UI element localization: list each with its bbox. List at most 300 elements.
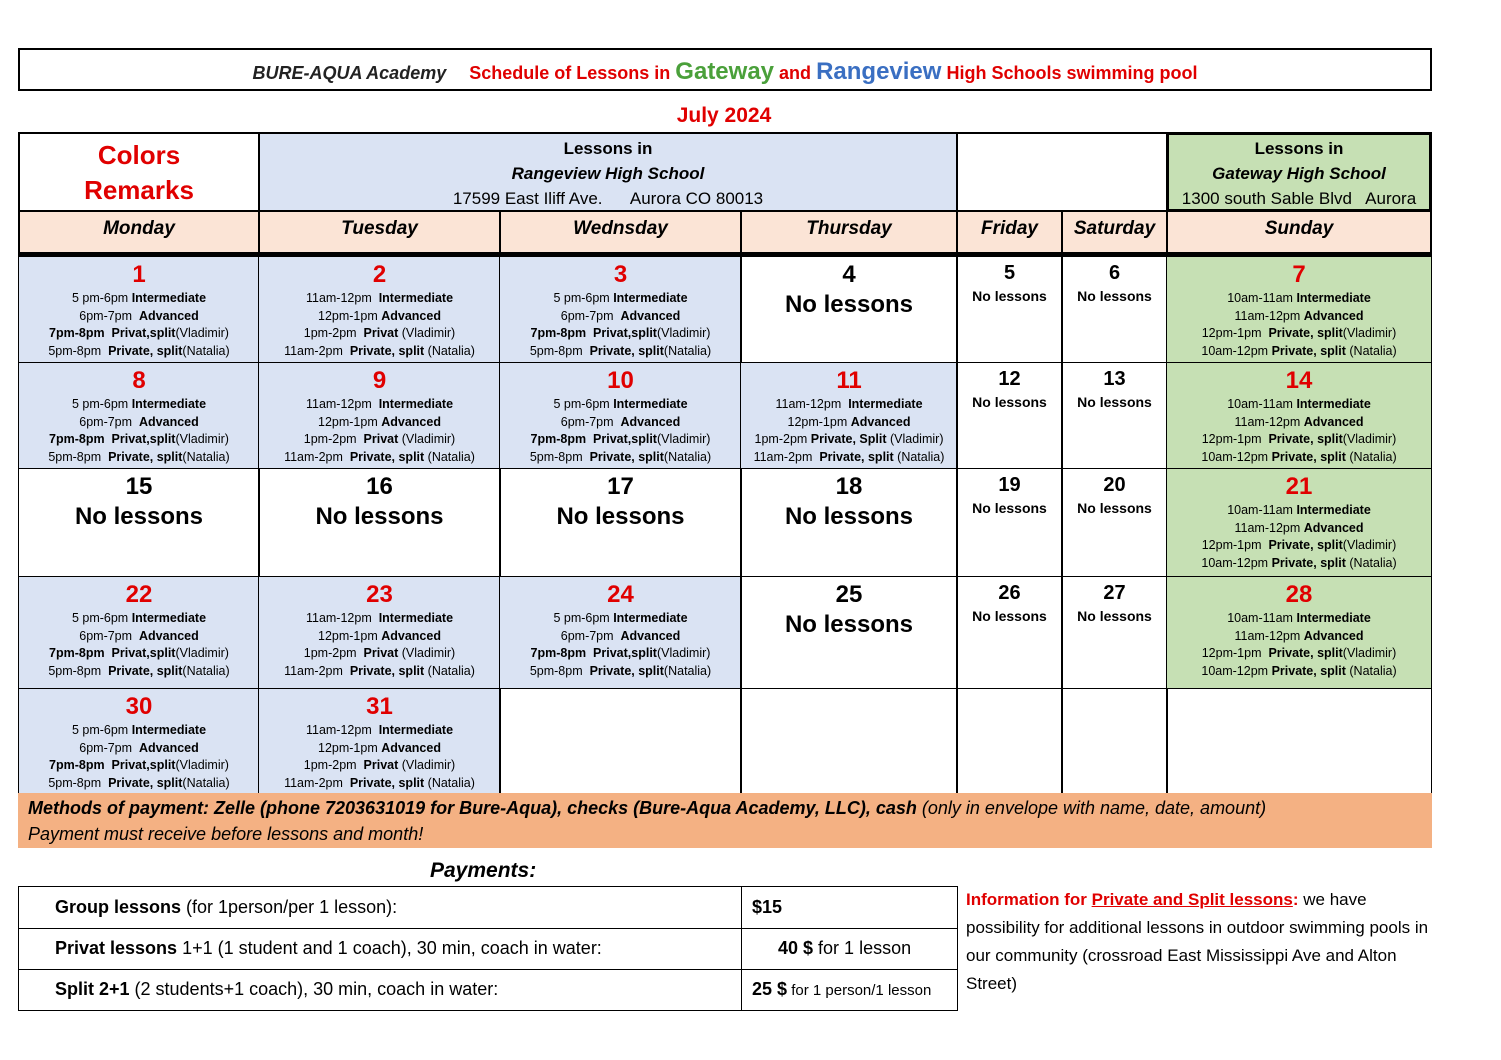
lesson-level: Intermediate (378, 723, 454, 737)
calendar-day-cell (956, 362, 1063, 469)
lesson-time: 12pm-1pm (1201, 432, 1269, 446)
lesson-line (259, 396, 500, 414)
lesson-coach: (Natalia) (424, 775, 475, 790)
lesson-line (1167, 325, 1431, 343)
lesson-line (259, 610, 500, 628)
lesson-time: 12pm-1pm (787, 414, 851, 429)
lesson-level: Private, split (1271, 555, 1346, 570)
lesson-line (500, 610, 741, 628)
lesson-time: 10am-12pm (1201, 449, 1272, 464)
lesson-level: Private, split (1268, 432, 1343, 446)
day-number: 26 (998, 582, 1021, 604)
lesson-level: Intermediate (131, 723, 207, 737)
lesson-line (19, 722, 259, 740)
day-number: 23 (366, 581, 393, 608)
lesson-time: 7pm-8pm (530, 646, 594, 660)
lesson-coach: (Natalia) (424, 663, 475, 678)
lesson-line (259, 663, 500, 681)
calendar-day-cell (740, 576, 958, 689)
lesson-line (741, 414, 957, 432)
lesson-time: 10am-12pm (1201, 663, 1272, 678)
rangeview-header (258, 132, 958, 212)
lesson-time: 11am-12pm (305, 291, 379, 305)
payment-desc: (2 students+1 coach), 30 min, coach in water: (129, 979, 499, 999)
lesson-coach: (Vladimir) (398, 646, 456, 660)
lesson-coach: (Vladimir) (1342, 432, 1397, 446)
lesson-level: Private, split (1271, 449, 1346, 464)
lesson-line (259, 325, 500, 343)
day-number: 10 (607, 367, 634, 394)
lesson-level: Private, split (108, 775, 183, 790)
empty-header (956, 132, 1168, 212)
lesson-line (1167, 414, 1431, 432)
lesson-time: 6pm-7pm (560, 308, 621, 323)
day-number: 8 (132, 367, 146, 394)
calendar-day-cell (1061, 362, 1168, 469)
lesson-level: Private, split (589, 663, 664, 678)
lesson-time: 1pm-2pm (303, 326, 364, 340)
lesson-time: 7pm-8pm (49, 646, 112, 660)
day-number: 20 (1103, 474, 1126, 496)
lesson-line (19, 343, 259, 361)
lesson-line (19, 663, 259, 681)
lesson-level: Privat,split (593, 646, 657, 660)
lesson-level: Advanced (381, 414, 441, 429)
lesson-line (19, 449, 259, 467)
lesson-level: Advanced (1303, 520, 1364, 535)
lesson-level: Privat (363, 758, 399, 772)
lesson-time: 11am-12pm (1234, 308, 1304, 323)
lesson-time: 12pm-1pm (318, 414, 382, 429)
day-sunday: Sunday (1166, 210, 1432, 256)
lesson-coach: (Vladimir) (1342, 538, 1397, 552)
lesson-line (259, 414, 500, 432)
lesson-level: Private, split (1268, 326, 1343, 340)
lesson-line (1167, 628, 1431, 646)
day-number: 6 (1108, 262, 1121, 284)
lesson-line (500, 431, 741, 449)
no-lessons-label: No lessons (1077, 608, 1152, 624)
calendar-day-cell (1166, 468, 1432, 577)
lesson-time: 12pm-1pm (1201, 538, 1269, 552)
day-number: 11 (836, 367, 862, 394)
lesson-time: 11am-2pm (284, 775, 350, 790)
payment-desc: (for 1person/per 1 lesson): (181, 897, 398, 917)
payment-row-privat (19, 928, 957, 970)
lesson-level: Intermediate (613, 291, 688, 305)
lesson-level: Intermediate (378, 291, 454, 305)
lesson-line (500, 343, 741, 361)
lesson-level: Intermediate (378, 611, 454, 625)
calendar-day-cell (1061, 256, 1168, 363)
lesson-level: Privat,split (111, 432, 176, 446)
day-number: 25 (835, 581, 863, 608)
lesson-line (259, 449, 500, 467)
lesson-line (1167, 537, 1431, 555)
day-number: 21 (1285, 473, 1313, 500)
lesson-coach: (Vladimir) (398, 758, 456, 772)
lesson-time: 5pm-8pm (529, 663, 590, 678)
lesson-line (259, 628, 500, 646)
day-number: 5 (1003, 262, 1016, 284)
lesson-time: 5 pm-6pm (553, 397, 614, 411)
lesson-time: 7pm-8pm (49, 326, 112, 340)
lesson-level: Private, split (1271, 663, 1346, 678)
lesson-time: 11am-12pm (1234, 414, 1304, 429)
lesson-level: Intermediate (131, 291, 207, 305)
lesson-coach: (Vladimir) (656, 432, 711, 446)
calendar-day-cell (956, 688, 1063, 794)
lesson-level: Private, split (108, 343, 183, 358)
lesson-line (500, 449, 741, 467)
day-number: 27 (1103, 582, 1126, 604)
lesson-time: 11am-2pm (284, 343, 350, 358)
lesson-coach: (Vladimir) (175, 432, 229, 446)
payment-type: Privat lessons (55, 938, 178, 958)
payments-title: Payments: (430, 859, 537, 882)
lesson-line (1167, 520, 1431, 538)
info-label-underlined: Private and Split lessons (1091, 890, 1293, 909)
lesson-level: Advanced (1303, 628, 1364, 643)
no-lessons-label: No lessons (315, 503, 444, 530)
lesson-line (500, 308, 741, 326)
rangeview-address: 17599 East Iliff Ave. Aurora CO 80013 (452, 189, 764, 208)
lesson-time: 6pm-7pm (560, 628, 621, 643)
calendar-day-cell (740, 256, 958, 363)
month-title: July 2024 (676, 104, 772, 127)
lesson-level: Advanced (139, 628, 199, 643)
calendar-day-cell (740, 468, 958, 577)
lesson-line (500, 396, 741, 414)
remarks-line2: Remarks (84, 175, 194, 205)
lesson-time: 5 pm-6pm (71, 291, 132, 305)
lesson-time: 6pm-7pm (560, 414, 621, 429)
lesson-time: 1pm-2pm (303, 758, 364, 772)
lesson-line (19, 645, 259, 663)
lesson-line (1167, 396, 1431, 414)
day-number: 9 (372, 367, 387, 394)
lesson-line (259, 757, 500, 775)
lesson-line (259, 775, 500, 793)
info-label: Information for (966, 890, 1092, 909)
lesson-time: 12pm-1pm (1201, 326, 1269, 340)
lesson-line (259, 290, 500, 308)
rangeview-line1: Lessons in (563, 139, 653, 158)
lesson-line (19, 396, 259, 414)
lesson-line (259, 740, 500, 758)
lesson-time: 7pm-8pm (530, 432, 594, 446)
title-banner (18, 48, 1432, 91)
day-number: 15 (125, 473, 153, 500)
no-lessons-label: No lessons (1077, 500, 1152, 516)
lesson-line (500, 325, 741, 343)
no-lessons-label: No lessons (972, 288, 1047, 304)
day-number: 30 (125, 693, 153, 720)
lesson-time: 11am-12pm (1234, 520, 1304, 535)
payment-price-note: for 1 person/1 lesson (787, 982, 932, 999)
lesson-coach: (Natalia) (182, 775, 230, 790)
no-lessons-label: No lessons (1077, 288, 1152, 304)
title-gateway: Gateway (675, 58, 775, 85)
lesson-coach: (Natalia) (182, 449, 230, 464)
no-lessons-label: No lessons (1077, 394, 1152, 410)
lesson-level: Privat,split (593, 432, 657, 446)
calendar-day-cell (740, 688, 958, 794)
payment-type: Group lessons (55, 897, 182, 917)
day-number: 16 (366, 473, 393, 500)
lesson-time: 5pm-8pm (48, 343, 109, 358)
day-number: 28 (1285, 581, 1313, 608)
payment-methods (18, 793, 1432, 848)
lesson-line (1167, 343, 1431, 361)
lesson-line (1167, 555, 1431, 573)
day-number: 4 (842, 261, 856, 288)
calendar-day-cell (499, 576, 742, 689)
lesson-coach: (Natalia) (663, 343, 712, 358)
lesson-level: Intermediate (1296, 611, 1371, 625)
lesson-time: 12pm-1pm (318, 308, 382, 323)
calendar-day-cell (18, 256, 260, 363)
day-number: 19 (998, 474, 1021, 496)
lesson-level: Private, Split (810, 432, 887, 446)
lesson-level: Private, split (589, 449, 664, 464)
calendar-day-cell (18, 576, 260, 689)
lesson-coach: (Vladimir) (1342, 646, 1397, 660)
lesson-level: Private, split (349, 663, 425, 678)
lesson-coach: (Vladimir) (175, 646, 229, 660)
lesson-line (500, 628, 741, 646)
lesson-time: 10am-11am (1227, 611, 1297, 625)
lesson-line (19, 290, 259, 308)
lesson-time: 5pm-8pm (529, 343, 590, 358)
lesson-time: 6pm-7pm (79, 628, 139, 643)
lesson-line (19, 431, 259, 449)
calendar-day-cell (499, 256, 742, 363)
calendar-day-cell (258, 468, 501, 577)
lesson-coach: (Natalia) (182, 663, 230, 678)
payment-methods-note: (only in envelope with name, date, amount) (916, 798, 1267, 818)
lesson-line (1167, 290, 1431, 308)
lesson-time: 10am-12pm (1201, 343, 1272, 358)
lesson-level: Intermediate (613, 397, 688, 411)
gateway-address: 1300 south Sable Blvd Aurora (1181, 189, 1417, 208)
lesson-line (19, 775, 259, 793)
lesson-level: Private, split (589, 343, 664, 358)
lesson-time: 11am-12pm (775, 397, 849, 411)
lesson-time: 11am-12pm (305, 397, 379, 411)
lesson-level: Intermediate (131, 611, 207, 625)
lesson-line (500, 290, 741, 308)
private-split-info (966, 886, 1436, 998)
lesson-level: Advanced (381, 308, 441, 323)
calendar-day-cell (1166, 576, 1432, 689)
day-number: 17 (607, 473, 634, 500)
lesson-level: Private, split (349, 775, 425, 790)
title-and: and (779, 63, 812, 83)
no-lessons-label: No lessons (556, 503, 685, 530)
lesson-level: Intermediate (131, 397, 207, 411)
lesson-time: 5 pm-6pm (71, 611, 132, 625)
payments-table (18, 886, 958, 1011)
colors-remarks (18, 132, 260, 212)
lesson-line (259, 308, 500, 326)
lesson-time: 12pm-1pm (318, 740, 382, 755)
lesson-level: Private, split (1268, 538, 1343, 552)
lesson-level: Advanced (850, 414, 911, 429)
lesson-line (741, 396, 957, 414)
lesson-line (500, 645, 741, 663)
lesson-time: 5 pm-6pm (553, 611, 614, 625)
no-lessons-label: No lessons (972, 608, 1047, 624)
day-number: 2 (372, 261, 387, 288)
lesson-time: 10am-11am (1227, 397, 1297, 411)
rangeview-school: Rangeview High School (511, 164, 705, 183)
lesson-line (19, 740, 259, 758)
payment-price: $15 (752, 897, 783, 917)
calendar-day-cell (1061, 468, 1168, 577)
calendar-day-cell (956, 576, 1063, 689)
calendar-day-cell (18, 688, 260, 794)
lesson-level: Intermediate (613, 611, 688, 625)
lesson-time: 6pm-7pm (79, 740, 139, 755)
lesson-level: Intermediate (1296, 291, 1371, 305)
day-number: 1 (132, 261, 146, 288)
lesson-level: Intermediate (1296, 503, 1371, 517)
calendar-day-cell (1061, 576, 1168, 689)
lesson-time: 5pm-8pm (48, 449, 109, 464)
lesson-time: 11am-12pm (305, 611, 379, 625)
lesson-line (19, 610, 259, 628)
lesson-level: Advanced (620, 308, 681, 323)
lesson-line (1167, 645, 1431, 663)
day-friday: Friday (956, 210, 1063, 256)
lesson-level: Privat,split (111, 646, 176, 660)
lesson-level: Advanced (381, 628, 441, 643)
day-thursday: Thursday (740, 210, 958, 256)
calendar-day-cell (1061, 688, 1168, 794)
lesson-line (1167, 308, 1431, 326)
lesson-line (741, 431, 957, 449)
calendar-day-cell (258, 362, 501, 469)
calendar-day-cell (499, 362, 742, 469)
no-lessons-label: No lessons (784, 503, 914, 530)
lesson-level: Privat (363, 326, 399, 340)
payment-row-split (19, 969, 957, 1010)
lesson-line (259, 343, 500, 361)
lesson-level: Privat (363, 646, 399, 660)
lesson-coach: (Vladimir) (398, 432, 456, 446)
lesson-coach: (Vladimir) (656, 326, 711, 340)
day-number: 3 (613, 261, 628, 288)
lesson-line (1167, 449, 1431, 467)
calendar-day-cell (1166, 688, 1432, 794)
payment-desc: 1+1 (1 student and 1 coach), 30 min, coach in water: (177, 938, 602, 958)
lesson-time: 10am-11am (1227, 503, 1297, 517)
day-number: 31 (366, 693, 393, 720)
lesson-line (259, 645, 500, 663)
lesson-coach: (Natalia) (424, 449, 475, 464)
lesson-line (500, 414, 741, 432)
no-lessons-label: No lessons (972, 394, 1047, 410)
lesson-level: Private, split (349, 343, 425, 358)
lesson-level: Advanced (620, 628, 681, 643)
lesson-coach: (Vladimir) (175, 758, 229, 772)
payment-methods-bold: Methods of payment: Zelle (phone 7203631019 for Bure-Aqua), checks (Bure-Aqua Academy, LLC), cash (28, 798, 917, 818)
lesson-coach: (Vladimir) (886, 432, 944, 446)
lesson-coach: (Vladimir) (1342, 326, 1397, 340)
calendar-day-cell (258, 688, 501, 794)
lesson-coach: (Natalia) (182, 343, 230, 358)
lesson-level: Privat,split (111, 758, 176, 772)
lesson-level: Advanced (381, 740, 441, 755)
lesson-coach: (Natalia) (1345, 449, 1397, 464)
lesson-level: Intermediate (848, 397, 923, 411)
lesson-line (19, 308, 259, 326)
lesson-line (259, 722, 500, 740)
lesson-level: Privat,split (593, 326, 657, 340)
calendar-day-cell (956, 468, 1063, 577)
calendar-day-cell (258, 256, 501, 363)
lesson-time: 5pm-8pm (529, 449, 590, 464)
calendar-day-cell (740, 362, 958, 469)
calendar-day-cell (1166, 256, 1432, 363)
lesson-time: 10am-11am (1227, 291, 1297, 305)
day-saturday: Saturday (1061, 210, 1168, 256)
lesson-level: Advanced (1303, 414, 1364, 429)
lesson-time: 7pm-8pm (49, 758, 112, 772)
info-colon: : (1292, 890, 1299, 909)
lesson-line (19, 325, 259, 343)
lesson-time: 6pm-7pm (79, 414, 139, 429)
calendar-day-cell (1166, 362, 1432, 469)
day-number: 22 (125, 581, 153, 608)
lesson-level: Private, split (108, 663, 183, 678)
lesson-time: 11am-2pm (753, 449, 820, 464)
lesson-line (19, 757, 259, 775)
lesson-level: Advanced (139, 414, 199, 429)
day-number: 18 (835, 473, 863, 500)
day-number: 14 (1285, 367, 1313, 394)
lesson-time: 12pm-1pm (318, 628, 382, 643)
remarks-line1: Colors (97, 140, 181, 170)
title-suffix: High Schools swimming pool (946, 63, 1198, 83)
lesson-line (19, 628, 259, 646)
day-monday: Monday (18, 210, 260, 256)
lesson-level: Private, split (349, 449, 425, 464)
lesson-coach: (Vladimir) (656, 646, 711, 660)
payment-row-group (19, 887, 957, 929)
lesson-coach: (Natalia) (1345, 663, 1397, 678)
lesson-coach: (Natalia) (424, 343, 475, 358)
gateway-school: Gateway High School (1212, 164, 1386, 183)
lesson-time: 12pm-1pm (1201, 646, 1269, 660)
lesson-level: Advanced (139, 308, 199, 323)
day-number: 13 (1103, 368, 1126, 390)
info-text: we have possibility for additional lessons in outdoor swimming pools in our community (crossroad East Mississippi Ave and Alton Street) (966, 890, 1429, 993)
lesson-time: 11am-2pm (284, 663, 350, 678)
day-wednesday: Wednsday (499, 210, 742, 256)
lesson-level: Advanced (139, 740, 199, 755)
payment-type: Split 2+1 (55, 979, 130, 999)
lesson-time: 11am-12pm (305, 723, 379, 737)
title-rangeview: Rangeview (816, 58, 942, 85)
payment-deadline: Payment must receive before lessons and month! (28, 824, 424, 844)
day-number: 12 (998, 368, 1021, 390)
lesson-time: 11am-12pm (1234, 628, 1304, 643)
calendar-day-cell (499, 688, 742, 794)
lesson-time: 1pm-2pm (303, 432, 364, 446)
lesson-time: 10am-12pm (1201, 555, 1272, 570)
